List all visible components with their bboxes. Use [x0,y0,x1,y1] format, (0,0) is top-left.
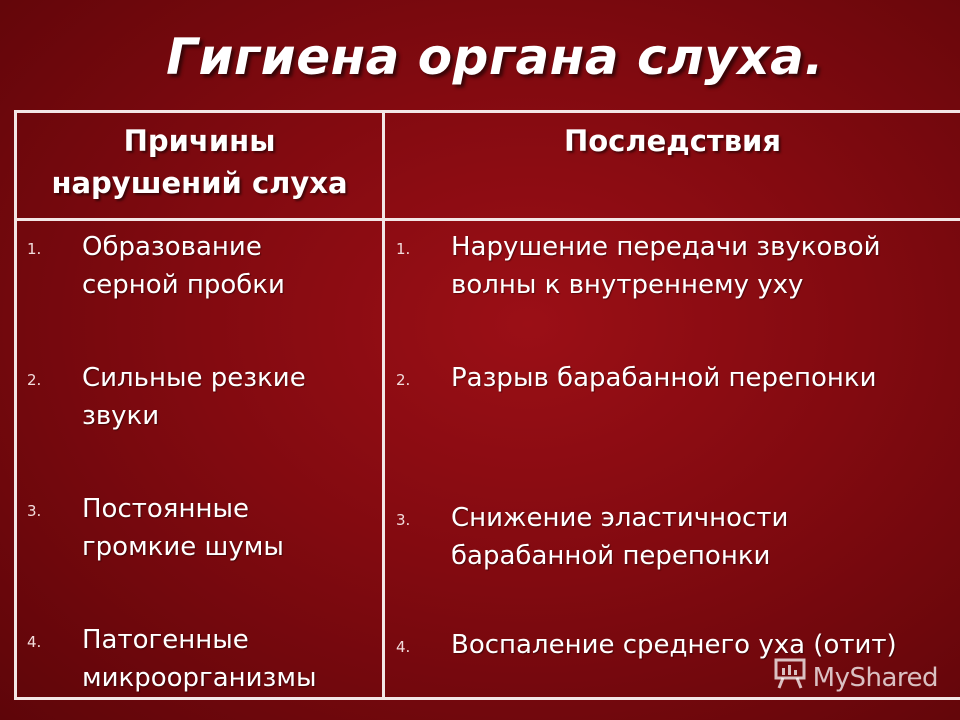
item-text [451,499,788,575]
item-text [451,228,881,304]
item-text-line: Воспаление среднего уха (отит) [451,630,897,660]
watermark-text: MyShared [812,662,938,693]
presentation-board-icon [773,658,807,697]
item-text-line: Сильные резкие [82,363,306,393]
item-text-line: Патогенные [82,625,249,655]
item-text-line: Снижение эластичности [451,503,789,533]
item-number: 1. [396,240,411,258]
item-number: 1. [27,240,42,258]
item-text [82,490,284,566]
item-number: 3. [27,502,42,520]
header-consequences [385,120,960,162]
item-text-line: микроорганизмы [82,663,317,693]
item-text-line: волны к внутреннему уху [451,270,804,300]
header-causes-line-2: нарушений слуха [51,166,348,200]
header-consequences-line-1: Последствия [563,124,781,158]
item-number: 2. [27,371,42,389]
item-text [82,359,306,435]
item-text-line: серной пробки [82,270,285,300]
item-number: 4. [27,633,42,651]
myshared-watermark [773,658,938,697]
item-number: 3. [396,511,411,529]
consequences-list [396,228,956,698]
causes-list [27,228,377,698]
header-causes [17,120,382,204]
item-text [82,228,285,304]
item-text [451,359,877,397]
item-text-line: громкие шумы [82,532,284,562]
item-text-line: звуки [82,401,160,431]
item-text-line: Постоянные [82,494,249,524]
item-text-line: Разрыв барабанной перепонки [451,363,877,393]
item-number: 4. [396,638,411,656]
item-text-line: Образование [82,232,262,262]
table-border-top [14,110,960,113]
item-text [82,621,317,697]
header-causes-line-1: Причины [123,124,276,158]
item-text-line: Нарушение передачи звуковой [451,232,881,262]
table-column-divider [382,110,385,700]
item-text-line: барабанной перепонки [451,541,771,571]
item-number: 2. [396,371,411,389]
table-header-divider [14,218,960,221]
slide-title: Гигиена органа слуха. [166,28,824,86]
